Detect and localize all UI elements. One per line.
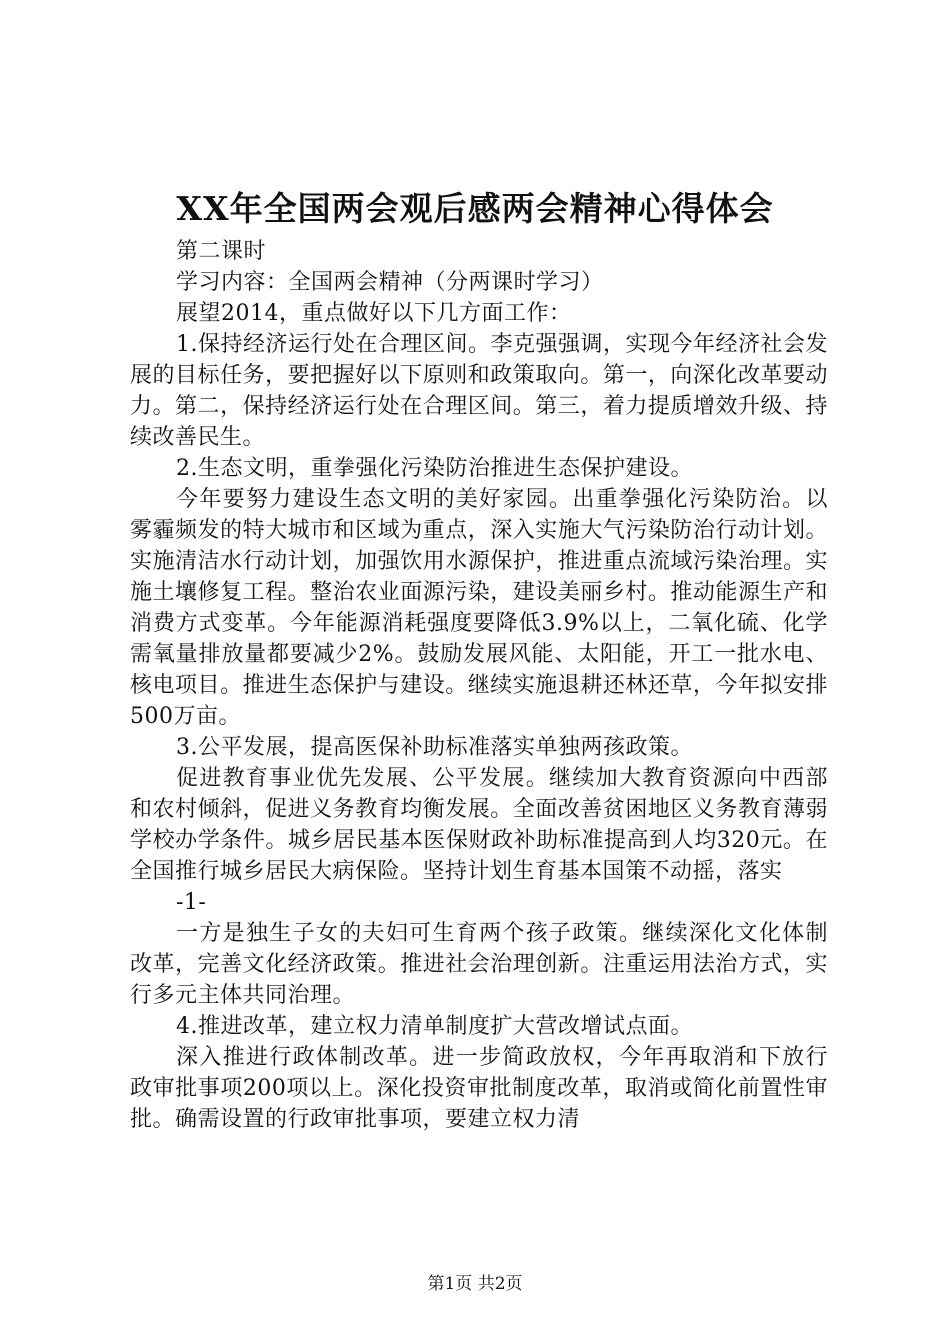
inline-page-number: -1-	[176, 890, 207, 915]
paragraph-family-policy: 一方是独生子女的夫妇可生育两个孩子政策。继续深化文化体制改革，完善文化经济政策。推进社会治理创新。注重运用法治方式，实行多元主体共同治理。	[130, 921, 828, 1008]
paragraph-item-1: 1.保持经济运行处在合理区间。李克强强调，实现今年经济社会发展的目标任务，要把握好以下原则和政策取向。第一，向深化改革要动力。第二，保持经济运行处在合理区间。第三，着力提质增效升级、持续改善民生。	[130, 332, 828, 450]
paragraph-outlook: 展望2014，重点做好以下几方面工作：	[176, 301, 572, 326]
paragraph-reform: 深入推进行政体制改革。进一步简政放权，今年再取消和下放行政审批事项200项以上。深化投资审批制度改革，取消或简化前置性审批。确需设置的行政审批事项，要建立权力清	[130, 1045, 828, 1132]
paragraph-item-4-heading: 4.推进改革，建立权力清单制度扩大营改增试点面。	[176, 1014, 693, 1039]
document-body	[130, 236, 828, 1135]
paragraph-lesson: 第二课时	[176, 239, 267, 264]
document-title: XX年全国两会观后感两会精神心得体会	[176, 189, 774, 228]
paragraph-item-2-heading: 2.生态文明，重拳强化污染防治推进生态保护建设。	[176, 456, 693, 481]
paragraph-study-content: 学习内容：全国两会精神（分两课时学习）	[176, 270, 604, 295]
paragraph-ecology: 今年要努力建设生态文明的美好家园。出重拳强化污染防治。以雾霾频发的特大城市和区域为重点，深入实施大气污染防治行动计划。实施清洁水行动计划，加强饮用水源保护，推进重点流域污染治理。实施土壤修复工程。整治农业面源污染，建设美丽乡村。推动能源生产和消费方式变革。今年能源消耗强度要降低3.9%以上，二氧化硫、化学需氧量排放量都要减少2%。鼓励发展风能、太阳能，开工一批水电、核电项目。推进生态保护与建设。继续实施退耕还林还草，今年拟安排500万亩。	[130, 487, 828, 729]
paragraph-education: 促进教育事业优先发展、公平发展。继续加大教育资源向中西部和农村倾斜，促进义务教育均衡发展。全面改善贫困地区义务教育薄弱学校办学条件。城乡居民基本医保财政补助标准提高到人均320元。在全国推行城乡居民大病保险。坚持计划生育基本国策不动摇，落实	[130, 766, 828, 884]
paragraph-item-3-heading: 3.公平发展，提高医保补助标准落实单独两孩政策。	[176, 735, 693, 760]
page-footer: 第1页 共2页	[427, 1274, 523, 1294]
